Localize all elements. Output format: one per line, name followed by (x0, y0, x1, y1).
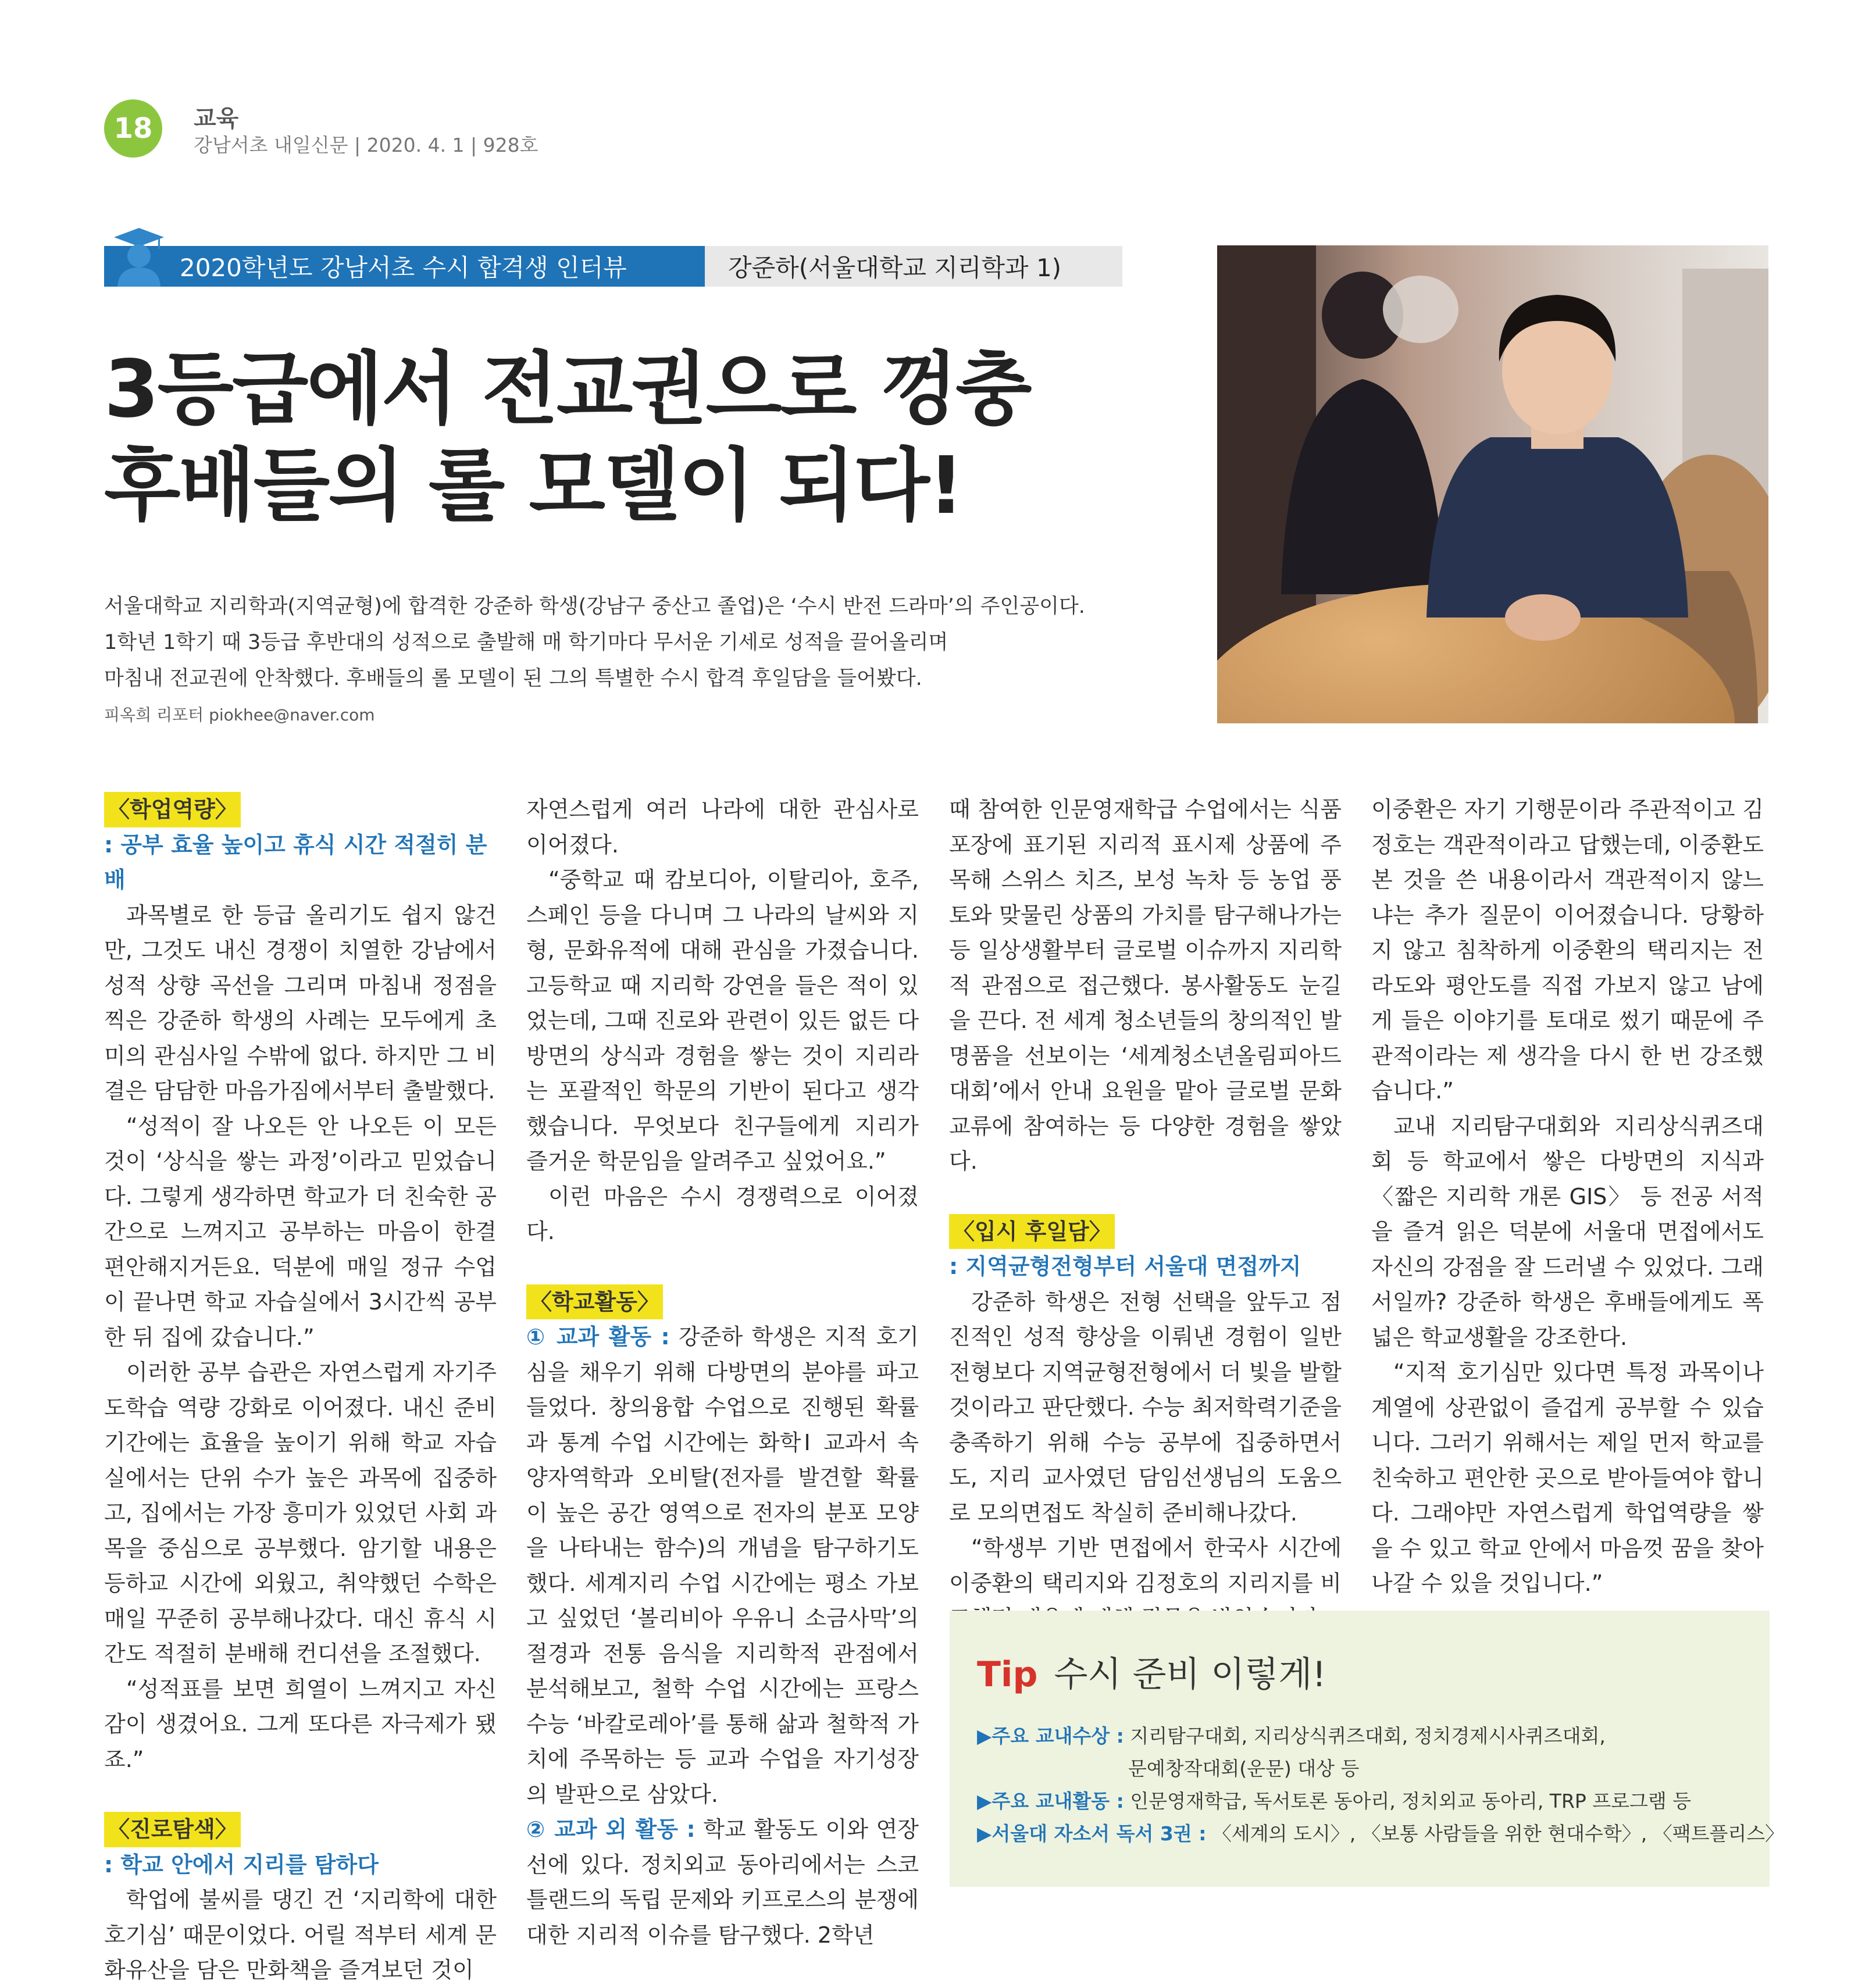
interviewee-banner (705, 246, 1122, 287)
paragraph: “중학교 때 캄보디아, 이탈리아, 호주, 스페인 등을 다니며 그 나라의 날씨와 지형, 문화유적에 대해 관심을 가졌습니다. 고등학교 때 지리학 강연을 들은 적이 있었는데, 그때 진로와 관련이 있든 없든 다방면의 상식과 경험을 쌓는 것이 지리라는 포괄적인 학문의 기반이 된다고 생각했습니다. 무엇보다 친구들에게 지리가 즐거운 학문임을 알려주고 싶었어요.” (526, 867, 919, 1174)
article-column-2 (526, 792, 919, 1953)
tip-text: 〈세계의 도시〉, 〈보통 사람들을 위한 현대수학〉, 〈팩트플리스〉 (1206, 1822, 1785, 1845)
tip-text: 인문영재학급, 독서토론 동아리, 정치외교 동아리, TRP 프로그램 등 (1124, 1790, 1692, 1812)
tip-word: Tip (977, 1654, 1038, 1695)
page-number: 18 (104, 99, 162, 158)
section-subtitle: : 지역균형전형부터 서울대 면접까지 (949, 1254, 1301, 1279)
paragraph: “성적표를 보면 희열이 느껴지고 자신감이 생겼어요. 그게 또다른 자극제가 됐죠.” (104, 1676, 497, 1772)
paragraph (526, 1319, 919, 1812)
section-tag: 〈입시 후일담〉 (949, 1214, 1115, 1250)
paragraph: “성적이 잘 나오든 안 나오든 이 모든 것이 ‘상식을 쌓는 과정’이라고 믿었습니다. 그렇게 생각하면 학교가 더 친숙한 공간으로 느껴지고 공부하는 마음이 한결 편안해지거든요. 덕분에 매일 정규 수업이 끝나면 학교 자습실에서 3시간씩 공부한 뒤 집에 갔습니다.” (104, 1113, 497, 1350)
paragraph: 강준하 학생은 전형 선택을 앞두고 점진적인 성적 향상을 이뤄낸 경험이 일반전형보다 지역균형전형에서 더 빛을 발할 것이라고 판단했다. 수능 최저학력기준을 충족하기 위해 수능 공부에 집중하면서도, 지리 교사였던 담임선생님의 도움으로 모의면접도 착실히 준비해나갔다. (949, 1289, 1342, 1526)
paragraph-text: 강준하 학생은 지적 호기심을 채우기 위해 다방면의 분야를 파고들었다. 창의융합 수업으로 진행된 확률과 통계 수업 시간에는 화학Ⅰ 교과서 속 양자역학과 오비탈(전자를 발견할 확률이 높은 공간 영역으로 전자의 분포 모양을 나타내는 함수)의 개념을 탐구하기도 했다. 세계지리 수업 시간에는 평소 가보고 싶었던 ‘볼리비아 우유니 소금사막’의 절경과 전통 음식을 지리학적 관점에서 분석해보고, 철학 수업 시간에는 프랑스 수능 ‘바칼로레아’를 통해 삶과 철학적 가치에 주목하는 등 교과 수업을 자기성장의 발판으로 삼았다. (526, 1324, 919, 1807)
lead-line-2: 1학년 1학기 때 3등급 후반대의 성적으로 출발해 매 학기마다 무서운 기세로 성적을 끌어올리며 (104, 631, 948, 654)
tip-box (950, 1611, 1785, 1887)
interview-series-title: 2020학년도 강남서초 수시 합격생 인터뷰 (180, 254, 627, 282)
paragraph: 때 참여한 인문영재학급 수업에서는 식품 포장에 표기된 지리적 표시제 상품에 주목해 스위스 치즈, 보성 녹차 등 농업 풍토와 맞물린 상품의 가치를 탐구해나가는 등 일상생활부터 글로벌 이슈까지 지리학적 관점으로 접근했다. 봉사활동도 눈길을 끈다. 전 세계 청소년들의 창의적인 발명품을 선보이는 ‘세계청소년올림피아드 대회’에서 안내 요원을 맡아 글로벌 문화 교류에 참여하는 등 다양한 경험을 쌓았다. (949, 797, 1342, 1174)
numbered-heading: ① 교과 활동 : (526, 1324, 670, 1350)
interviewee-name: 강준하(서울대학교 지리학과 1) (728, 254, 1062, 282)
paragraph: 이러한 공부 습관은 자연스럽게 자기주도학습 역량 강화로 이어졌다. 내신 준비 기간에는 효율을 높이기 위해 학교 자습실에서는 단위 수가 높은 과목에 집중하고, 집에서는 가장 흥미가 있었던 사회 과목을 중심으로 공부했다. 암기할 내용은 등하교 시간에 외웠고, 취약했던 수학은 매일 꾸준히 공부해나갔다. 대신 휴식 시간도 적절히 분배해 컨디션을 조절했다. (104, 1359, 497, 1666)
paragraph: 과목별로 한 등급 올리기도 쉽지 않건만, 그것도 내신 경쟁이 치열한 강남에서 성적 상향 곡선을 그리며 마침내 정점을 찍은 강준하 학생의 사례는 모두에게 초미의 관심사일 수밖에 없다. 하지만 그 비결은 담담한 마음가짐에서부터 출발했다. (104, 902, 497, 1104)
graduate-icon (113, 226, 165, 287)
paragraph-text: 학교 활동도 이와 연장선에 있다. 정치외교 동아리에서는 스코틀랜드의 독립 문제와 키프로스의 분쟁에 대한 지리적 이슈를 탐구했다. 2학년 (526, 1816, 919, 1948)
tip-title-text: 수시 준비 이렇게! (1054, 1654, 1326, 1695)
section-tag: 〈학업역량〉 (104, 792, 241, 827)
section-subtitle: : 학교 안에서 지리를 탐하다 (104, 1851, 379, 1878)
tip-label: ▶서울대 자소서 독서 3권 : (977, 1822, 1207, 1845)
section-subtitle: : 공부 효율 높이고 휴식 시간 적절히 분배 (104, 831, 487, 893)
tip-text: 지리탐구대회, 지리상식퀴즈대회, 정치경제시사퀴즈대회, (1124, 1725, 1606, 1747)
paragraph (526, 1812, 919, 1953)
interview-series-banner (104, 246, 705, 287)
lead-line-3: 마침내 전교권에 안착했다. 후배들의 롤 모델이 된 그의 특별한 수시 합격 후일담을 들어봤다. (104, 667, 922, 690)
section-tag: 〈진로탐색〉 (104, 1812, 241, 1847)
article-column-4 (1371, 792, 1764, 1601)
byline: 피옥희 리포터 piokhee@naver.com (104, 705, 375, 724)
lead-line-1: 서울대학교 지리학과(지역균형)에 합격한 강준하 학생(강남구 중산고 졸업)은 ‘수시 반전 드라마’의 주인공이다. (104, 595, 1085, 618)
tip-title (977, 1647, 1326, 1697)
paragraph: 교내 지리탐구대회와 지리상식퀴즈대회 등 학교에서 쌓은 다방면의 지식과 〈짧은 지리학 개론 GIS〉 등 전공 서적을 즐겨 읽은 덕분에 서울대 면접에서도 자신의 강점을 잘 드러낼 수 있었다. 그래서일까? 강준하 학생은 후배들에게도 폭넓은 학교생활을 강조한다. (1371, 1113, 1764, 1350)
paragraph: “지적 호기심만 있다면 특정 과목이나 계열에 상관없이 즐겁게 공부할 수 있습니다. 그러기 위해서는 제일 먼저 학교를 친숙하고 편안한 곳으로 받아들여야 합니다. 그래야만 자연스럽게 학업역량을 쌓을 수 있고 학교 안에서 마음껏 꿈을 찾아 나갈 수 있을 것입니다.” (1371, 1359, 1764, 1596)
tip-item-awards (977, 1721, 1606, 1748)
article-column-3 (949, 792, 1342, 1636)
paragraph: 학업에 불씨를 댕긴 건 ‘지리학에 대한 호기심’ 때문이었다. 어릴 적부터 세계 문화유산을 담은 만화책을 즐겨보던 것이 (104, 1887, 497, 1983)
numbered-heading: ② 교과 외 활동 : (526, 1816, 696, 1842)
tip-label: ▶주요 교내활동 : (977, 1790, 1124, 1812)
publication-info: 강남서초 내일신문 | 2020. 4. 1 | 928호 (194, 134, 538, 156)
tip-item-activities (977, 1786, 1691, 1814)
tip-item-awards-cont: 문예창작대회(운문) 대상 등 (1128, 1757, 1360, 1780)
headline-line-1: 3등급에서 전교권으로 껑충 (104, 344, 1030, 436)
tip-item-books (977, 1819, 1784, 1846)
paragraph: 이중환은 자기 기행문이라 주관적이고 김정호는 객관적이라고 답했는데, 이중환도 본 것을 쓴 내용이라서 객관적이지 않느냐는 추가 질문이 이어졌습니다. 당황하지 않고 침착하게 이중환의 택리지는 전라도와 평안도를 직접 가보지 않고 남에게 들은 이야기를 토대로 썼기 때문에 주관적이라는 제 생각을 다시 한 번 강조했습니다.” (1371, 797, 1764, 1104)
headline-line-2: 후배들의 롤 모델이 되다! (104, 440, 962, 532)
interviewee-photo (1217, 245, 1768, 723)
paragraph: 자연스럽게 여러 나라에 대한 관심사로 이어졌다. (526, 797, 919, 858)
tip-label: ▶주요 교내수상 : (977, 1725, 1124, 1747)
article-column-1 (104, 792, 497, 1988)
section-tag: 〈학교활동〉 (526, 1284, 663, 1320)
section-label: 교육 (194, 105, 239, 132)
paragraph: “학생부 기반 면접에서 한국사 시간에 이중환의 택리지와 김정호의 지리지를 비 (949, 1535, 1342, 1596)
paragraph: 이런 마음은 수시 경쟁력으로 이어졌다. (526, 1183, 919, 1244)
